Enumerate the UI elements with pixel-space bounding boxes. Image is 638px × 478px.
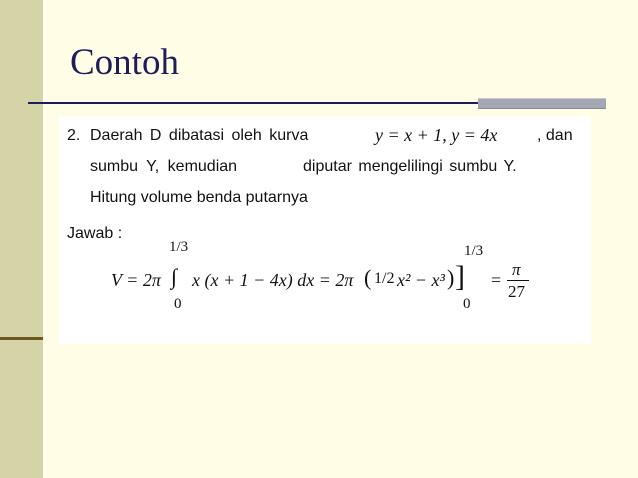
problem-number: 2. — [67, 127, 81, 144]
slide-title: Contoh — [70, 42, 179, 83]
eval-upper-limit: 1/3 — [464, 243, 484, 259]
result-numerator: π — [512, 260, 521, 279]
fraction-half: 1/2 — [374, 270, 395, 287]
problem-line-3: Hitung volume benda putarnya — [90, 189, 308, 206]
result-fraction-bar — [507, 280, 529, 281]
left-sidebar-bar — [0, 0, 43, 478]
evaluation-bracket: ] — [455, 260, 465, 293]
problem-line-2-start: sumbu Y, kemudian — [90, 158, 238, 175]
integral-lower-limit: 0 — [174, 296, 182, 312]
title-accent-bar — [478, 98, 606, 109]
problem-line-1: Daerah D dibatasi oleh kurva — [90, 127, 309, 144]
bracket-close: ) — [447, 265, 455, 290]
formula-lhs: V = 2π — [111, 270, 161, 290]
integral-sign: ∫ — [171, 264, 178, 289]
bracket-open: ( — [364, 265, 372, 290]
polynomial-terms: x² − x³ — [397, 270, 445, 290]
result-denominator: 27 — [508, 282, 525, 301]
integral-upper-limit: 1/3 — [169, 239, 189, 255]
integrand: x (x + 1 − 4x) dx = 2π — [192, 270, 354, 290]
problem-line-2-end: diputar mengelilingi sumbu Y. — [303, 158, 517, 175]
curve-equations: y = x + 1, y = 4x — [375, 125, 498, 145]
eval-lower-limit: 0 — [463, 296, 471, 312]
equals-sign: = — [491, 270, 502, 290]
problem-content-box — [59, 116, 591, 344]
title-underline — [28, 102, 478, 104]
sidebar-marker — [0, 337, 43, 340]
problem-line-1-end: , dan — [537, 127, 573, 144]
answer-label: Jawab : — [67, 225, 123, 242]
